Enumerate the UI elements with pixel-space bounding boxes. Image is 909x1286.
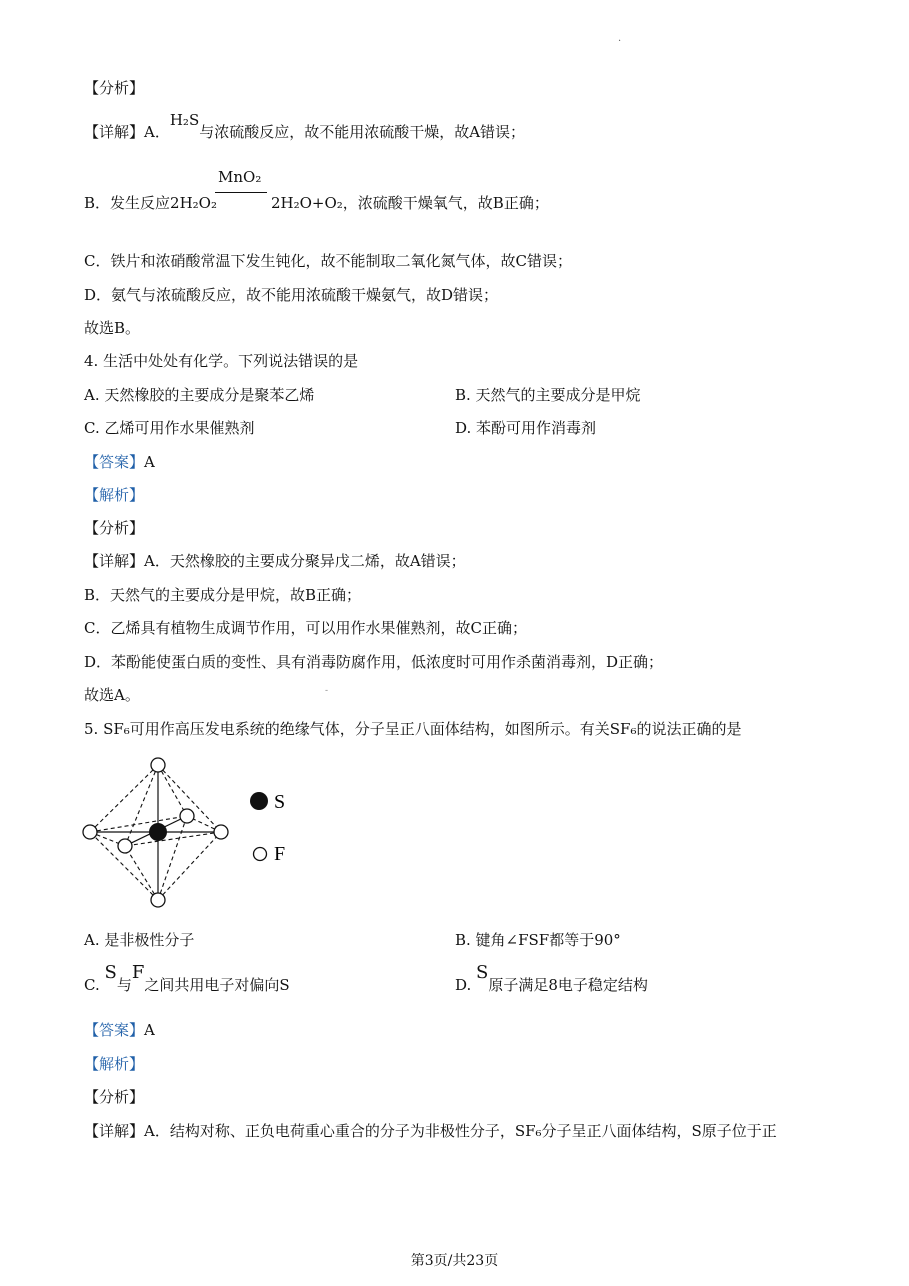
q4-detail-c: C．乙烯具有植物生成调节作用，可以用作水果催熟剂，故C正确； <box>84 619 527 637</box>
q4-stem: 4. 生活中处处有化学。下列说法错误的是 <box>84 352 359 370</box>
q5-answer <box>84 1020 155 1040</box>
q5-option-c-suffix: 之间共用电子对偏向S <box>144 976 290 994</box>
q4-detail-d: D．苯酚能使蛋白质的变性、具有消毒防腐作用，低浓度时可用作杀菌消毒剂，D正确； <box>84 653 664 671</box>
atom-legend <box>248 788 308 878</box>
q5-option-b: B. 键角∠FSF都等于90° <box>455 931 621 949</box>
f-legend-dot <box>254 848 267 861</box>
q4-option-b: B. 天然气的主要成分是甲烷 <box>455 386 641 404</box>
q5-answer-label: 【答案】 <box>84 1021 145 1039</box>
q3-detail-b-suffix: 2H₂O+O₂，浓硫酸干燥氧气，故B正确； <box>270 194 549 212</box>
q4-answer <box>84 452 155 472</box>
stray-mark: - <box>325 686 329 696</box>
q4-option-d: D. 苯酚可用作消毒剂 <box>455 419 597 437</box>
q5-option-c-mid: 与 <box>116 976 132 994</box>
q5-option-c <box>84 962 290 995</box>
q5-option-d-prefix: D. <box>455 976 472 994</box>
q4-option-a: A. 天然橡胶的主要成分是聚苯乙烯 <box>84 386 315 404</box>
s-legend-dot <box>250 792 268 810</box>
page-footer: 第3页/共23页 <box>410 1253 499 1269</box>
q5-option-c-s: S <box>104 962 117 983</box>
q3-detail-a <box>84 111 526 142</box>
q3-detail-d: D．氨气与浓硫酸反应，故不能用浓硫酸干燥氨气，故D错误； <box>84 286 499 304</box>
catalyst-label: MnO₂ <box>218 168 262 186</box>
q4-analysis-header: 【分析】 <box>84 519 145 537</box>
q4-jiexi: 【解析】 <box>84 486 145 504</box>
q5-jiexi: 【解析】 <box>84 1055 145 1073</box>
q5-option-c-f: F <box>131 962 145 983</box>
q3-conclusion: 故选B。 <box>84 319 141 337</box>
q5-option-c-prefix: C. <box>84 976 100 994</box>
f-atom-right <box>214 825 228 839</box>
q4-detail-a: 【详解】A．天然橡胶的主要成分聚异戊二烯，故A错误； <box>84 552 466 570</box>
q4-answer-value: A <box>144 453 155 471</box>
q3-detail-b-prefix: B．发生反应2H₂O₂ <box>84 194 217 212</box>
page-dot: · <box>618 36 622 47</box>
q5-option-d-suffix: 原子满足8电子稳定结构 <box>488 976 648 994</box>
s-atom-center <box>149 823 167 841</box>
f-legend-label: F <box>274 843 286 865</box>
q4-conclusion: 故选A。 <box>84 686 140 704</box>
f-atom-left <box>83 825 97 839</box>
q5-option-a: A. 是非极性分子 <box>84 931 195 949</box>
q3-detail-a-prefix: 【详解】A． <box>84 123 170 141</box>
q5-stem: 5. SF₆可用作高压发电系统的绝缘气体，分子呈正八面体结构，如图所示。有关SF₆的说法正确的是 <box>84 720 742 738</box>
q3-detail-c: C．铁片和浓硝酸常温下发生钝化，故不能制取二氧化氮气体，故C错误； <box>84 252 572 270</box>
sf6-octahedron-diagram <box>80 757 240 909</box>
q4-answer-label: 【答案】 <box>84 453 145 471</box>
s-legend-label: S <box>274 791 286 813</box>
q3-detail-a-text: 与浓硫酸反应，故不能用浓硫酸干燥，故A错误； <box>199 123 526 141</box>
q5-detail-a: 【详解】A．结构对称、正负电荷重心重合的分子为非极性分子，SF₆分子呈正八面体结构，S原子位于正 <box>84 1122 777 1140</box>
f-atom-bottom <box>151 893 165 907</box>
q3-detail-b <box>84 193 549 213</box>
f-atom-back <box>180 809 194 823</box>
h2s-formula: H₂S <box>169 111 200 129</box>
f-atom-front <box>118 839 132 853</box>
q5-option-d <box>455 962 648 995</box>
q4-option-c: C. 乙烯可用作水果催熟剂 <box>84 419 255 437</box>
q5-analysis-header: 【分析】 <box>84 1088 145 1106</box>
q4-detail-b: B．天然气的主要成分是甲烷，故B正确； <box>84 586 362 604</box>
q3-analysis-header: 【分析】 <box>84 79 145 97</box>
q5-option-d-s: S <box>476 962 489 983</box>
q5-answer-value: A <box>144 1021 155 1039</box>
f-atom-top <box>151 758 165 772</box>
